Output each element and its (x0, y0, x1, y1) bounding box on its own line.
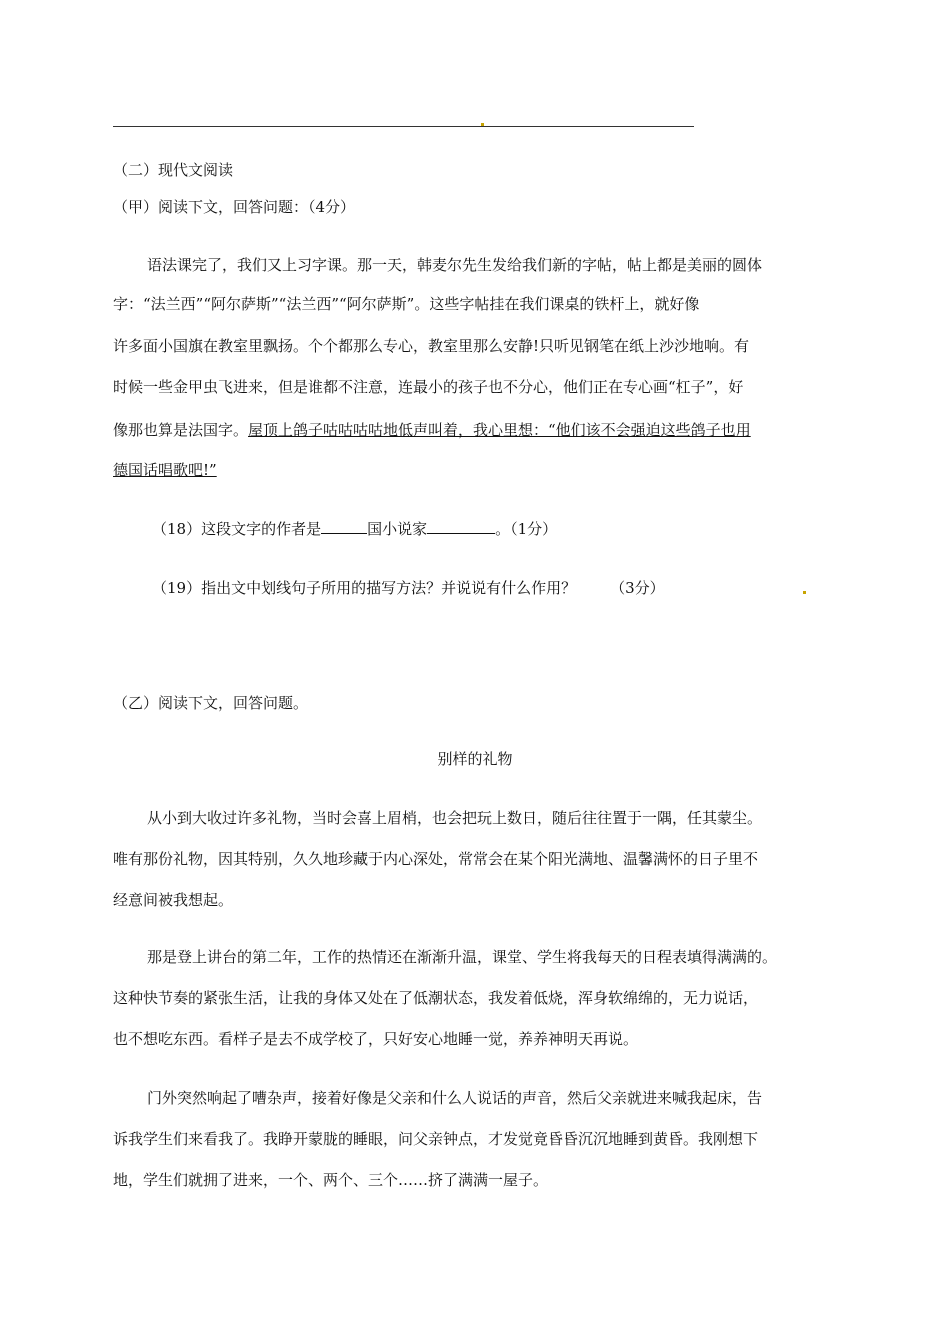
underlined-sentence-end: 德国话唱歌吧!” (113, 461, 217, 479)
speck-mark (803, 591, 806, 594)
passage-b-line: 唯有那份礼物，因其特别，久久地珍藏于内心深处，常常会在某个阳光满地、温馨满怀的日子里不 (113, 850, 759, 868)
underlined-sentence: 屋顶上鸽子咕咕咕咕地低声叫着，我心里想：“他们该不会强迫这些鸽子也用 (248, 421, 751, 439)
passage-a-line: 许多面小国旗在教室里飘扬。个个都那么专心，教室里那么安静!只听见钢笔在纸上沙沙地响。有 (113, 337, 750, 355)
speck-mark (481, 123, 484, 126)
q19-text: （19）指出文中划线句子所用的描写方法？并说说有什么作用？ (152, 579, 577, 597)
passage-a-line (113, 420, 751, 440)
passage-b-line: 那是登上讲台的第二年，工作的热情还在渐渐升温，课堂、学生将我每天的日程表填得满满的。 (147, 948, 778, 966)
passage-b-line: 这种快节奏的紧张生活，让我的身体又处在了低潮状态，我发着低烧，浑身软绵绵的，无力说话， (113, 989, 759, 1007)
q19-points: （3分） (610, 579, 665, 597)
question-19 (152, 578, 665, 598)
part-b-instruction: （乙）阅读下文，回答问题。 (113, 694, 309, 712)
article-title: 别样的礼物 (437, 750, 513, 768)
passage-b-line: 经意间被我想起。 (113, 891, 234, 909)
section-heading: （二）现代文阅读 (113, 161, 234, 179)
passage-a-line: 语法课完了，我们又上习字课。那一天，韩麦尔先生发给我们新的字帖，帖上都是美丽的圆体 (147, 256, 763, 274)
top-rule (113, 126, 694, 127)
q18-text: （18）这段文字的作者是 (152, 520, 322, 538)
part-a-instruction: （甲）阅读下文，回答问题：（4分） (113, 198, 356, 216)
passage-b-line: 地，学生们就拥了进来，一个、两个、三个……挤了满满一屋子。 (113, 1171, 549, 1189)
answer-blank-country[interactable] (321, 519, 367, 534)
answer-blank-author[interactable] (427, 519, 495, 534)
q18-text: 国小说家 (367, 520, 428, 538)
passage-a-text: 像那也算是法国字。 (113, 421, 249, 439)
passage-b-line: 也不想吃东西。看样子是去不成学校了，只好安心地睡一觉，养养神明天再说。 (113, 1030, 639, 1048)
q18-text: 。（1分） (495, 520, 558, 538)
passage-a-line: 时候一些金甲虫飞进来，但是谁都不注意，连最小的孩子也不分心，他们正在专心画“杠子”，好 (113, 378, 744, 396)
passage-b-line: 诉我学生们来看我了。我睁开蒙胧的睡眼，问父亲钟点，才发觉竟昏昏沉沉地睡到黄昏。我刚想下 (113, 1130, 759, 1148)
passage-b-line: 从小到大收过许多礼物，当时会喜上眉梢，也会把玩上数日，随后往往置于一隅，任其蒙尘。 (147, 809, 763, 827)
passage-a-line: 字：“法兰西”“阿尔萨斯”“法兰西”“阿尔萨斯”。这些字帖挂在我们课桌的铁杆上，就好像 (113, 295, 700, 313)
question-18 (152, 519, 557, 539)
passage-b-line: 门外突然响起了嘈杂声，接着好像是父亲和什么人说话的声音，然后父亲就进来喊我起床，告 (147, 1089, 763, 1107)
